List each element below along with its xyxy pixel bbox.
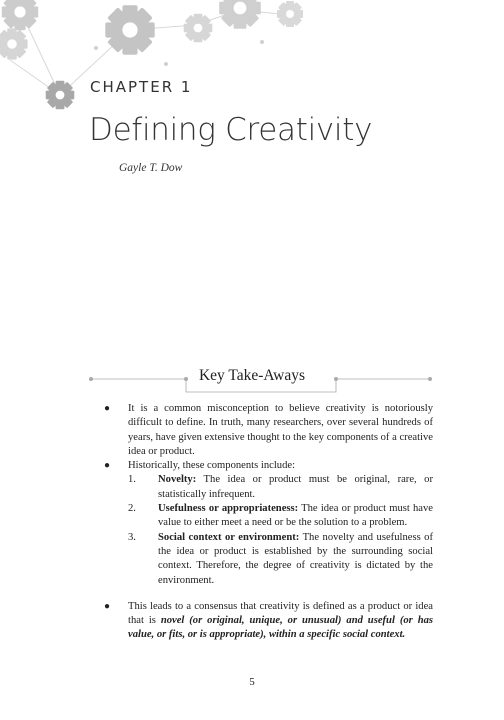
item-number: 1.	[128, 474, 136, 486]
item-text: The novelty and usefulness of the idea or product is established by the surrounding social context. Therefore, the degree of creativity is dictated by the environment.	[158, 531, 433, 586]
list-item	[100, 402, 433, 459]
key-takeaways-list	[100, 402, 433, 643]
bullet-text: It is a common misconception to believe creativity is notoriously difficult to define. In truth, many researchers, over several hundreds of years, have given extensive thought to the key components of a creative idea or product.	[128, 403, 433, 457]
item-text: The idea or product must have value to either meet a need or be the solution to a problem.	[158, 503, 433, 529]
gear-icon	[184, 14, 213, 43]
chapter-label: CHAPTER 1	[90, 78, 193, 96]
gear-icon	[0, 28, 28, 59]
bullet-emphasis: novel (or original, unique, or unusual) and useful (or has value, or fits, or is appropriate), within a specific social context.	[128, 615, 433, 641]
list-item	[100, 600, 433, 643]
bullet-text: Historically, these components include:	[128, 460, 296, 472]
bullet-icon: ●	[104, 600, 111, 612]
chapter-title: Defining Creativity	[89, 112, 373, 148]
bullet-text: This leads to a consensus that creativity is defined as a product or idea that is	[128, 600, 433, 627]
gear-icon	[2, 0, 38, 30]
gear-icon	[105, 5, 154, 54]
bullet-icon: ●	[104, 460, 111, 472]
item-number: 3.	[128, 531, 136, 543]
gear-icon	[46, 81, 75, 110]
numbered-item	[100, 531, 433, 588]
item-term: Novelty:	[158, 474, 197, 486]
bullet-icon: ●	[104, 403, 111, 414]
numbered-item	[100, 502, 433, 531]
list-item	[100, 459, 433, 473]
item-term: Usefulness or appropriateness:	[158, 503, 299, 515]
author-name: Gayle T. Dow	[119, 162, 183, 174]
gear-decoration	[0, 0, 504, 120]
item-term: Social context or environment:	[158, 531, 300, 543]
spacer	[100, 588, 433, 600]
gear-icon	[277, 1, 303, 27]
gear-icon	[219, 0, 261, 29]
item-number: 2.	[128, 503, 136, 515]
page-number: 5	[249, 676, 255, 688]
numbered-item	[100, 473, 433, 502]
key-takeaways-heading: Key Take-Aways	[198, 367, 306, 384]
item-text: The idea or product must be original, rare, or statistically infrequent.	[158, 474, 433, 500]
